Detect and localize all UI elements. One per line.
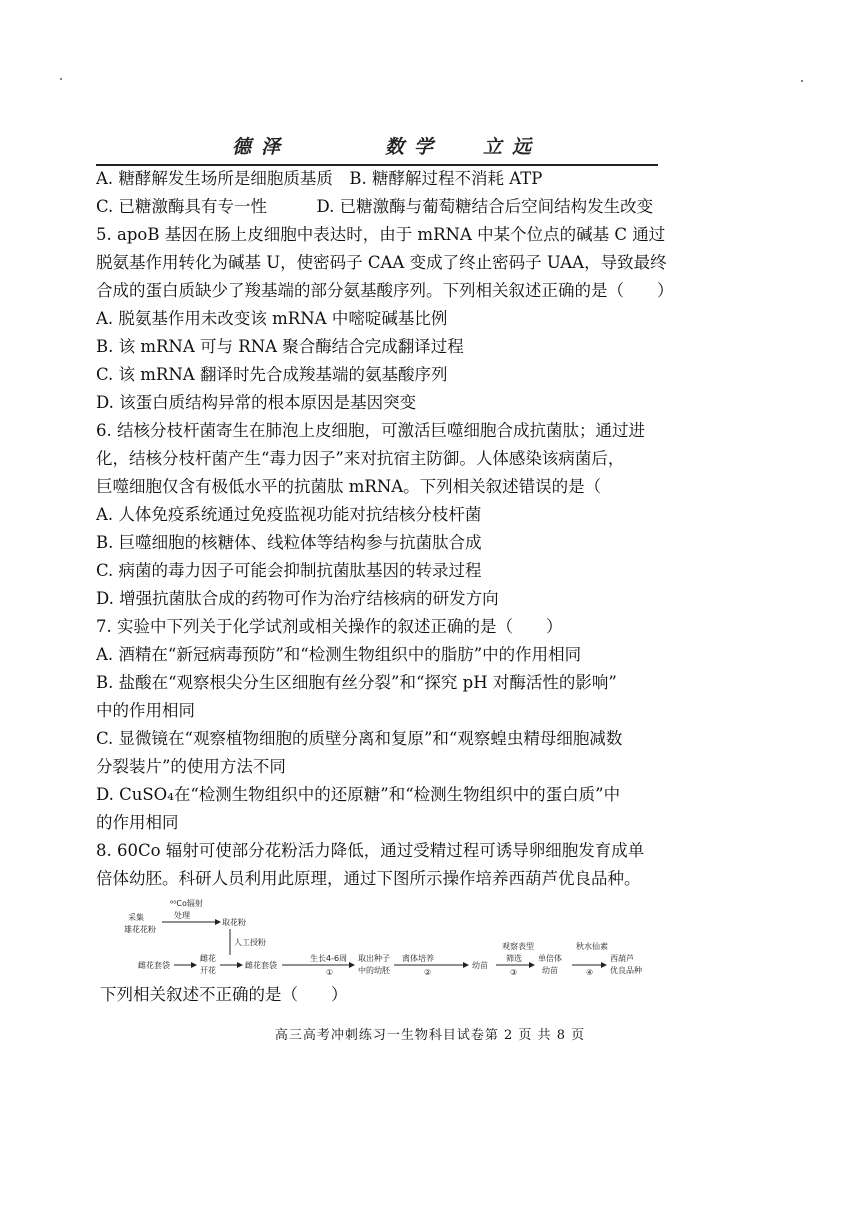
header-handwriting-right: 立远 xyxy=(483,136,542,158)
question-6-stem: 6. 结核分枝杆菌寄生在肺泡上皮细胞，可激活巨噬细胞合成抗菌肽；通过进 xyxy=(96,421,645,440)
header-handwriting-middle: 数学 xyxy=(385,136,444,158)
embryo-label: 中的幼胚 xyxy=(358,966,390,975)
screen-label: 筛选 xyxy=(506,954,522,963)
header-rule xyxy=(96,164,658,166)
question-7-option-d-cont: 的作用相同 xyxy=(96,813,179,832)
seedling-label: 幼苗 xyxy=(472,961,488,970)
question-7-option-b: B. 盐酸在“观察根尖分生区细胞有丝分裂”和“探究 pH 对酶活性的影响” xyxy=(96,673,617,692)
colchicine-label: 秋水仙素 xyxy=(576,942,608,951)
question-7-option-a: A. 酒精在“新冠病毒预防”和“检测生物组织中的脂肪”中的作用相同 xyxy=(96,645,582,664)
question-6-option-b: B. 巨噬细胞的核糖体、线粒体等结构参与抗菌肽合成 xyxy=(96,533,482,552)
step-1-marker: ① xyxy=(326,968,334,977)
question-7-stem: 7. 实验中下列关于化学试剂或相关操作的叙述正确的是（ ） xyxy=(96,617,563,636)
option-line: A. 糖酵解发生场所是细胞质基质 B. 糖酵解过程不消耗 ATP xyxy=(96,169,543,188)
scan-speck xyxy=(801,80,803,82)
question-5-stem: 5. apoB 基因在肠上皮细胞中表达时，由于 mRNA 中某个位点的碱基 C 通过 xyxy=(96,225,666,244)
take-pollen-label: 取花粉 xyxy=(222,918,246,927)
take-seed-label: 取出种子 xyxy=(358,954,390,963)
header-handwriting-left: 德泽 xyxy=(232,136,291,158)
question-7-option-c: C. 显微镜在“观察植物细胞的质壁分离和复原”和“观察蝗虫精母细胞减数 xyxy=(96,729,623,748)
bloom-label: 开花 xyxy=(200,966,216,975)
haploid-sub-label: 幼苗 xyxy=(542,966,558,975)
female-bag-label: 雌花套袋 xyxy=(138,961,170,970)
question-5-stem: 脱氨基作用转化为碱基 U，使密码子 CAA 变成了终止密码子 UAA，导致最终 xyxy=(96,253,667,272)
collect-label: 采集 xyxy=(128,913,144,922)
question-6-option-d: D. 增强抗菌肽合成的药物可作为治疗结核病的研发方向 xyxy=(96,589,499,608)
breeding-flow-diagram xyxy=(110,895,670,985)
haploid-label: 单倍体 xyxy=(538,954,562,963)
result-sub-label: 优良品种 xyxy=(610,966,642,975)
result-label: 西葫芦 xyxy=(610,954,634,963)
treat-label: 处理 xyxy=(174,911,190,920)
page-footer: 高三高考冲刺练习一生物科目试卷第 2 页 共 8 页 xyxy=(274,1028,586,1043)
question-5-option-b: B. 该 mRNA 可与 RNA 聚合酶结合完成翻译过程 xyxy=(96,337,464,356)
grow-label: 生长4-6周 xyxy=(310,954,348,963)
question-6-stem: 化，结核分枝杆菌产生“毒力因子”来对抗宿主防御。人体感染该病菌后， xyxy=(96,449,625,468)
question-7-option-b-cont: 中的作用相同 xyxy=(96,701,195,720)
question-6-stem: 巨噬细胞仅含有极低水平的抗菌肽 mRNA。下列相关叙述错误的是（ xyxy=(96,477,602,496)
step-3-marker: ③ xyxy=(510,968,518,977)
question-6-option-c: C. 病菌的毒力因子可能会抑制抗菌肽基因的转录过程 xyxy=(96,561,482,580)
female-bud-label: 雌花 xyxy=(200,954,216,963)
question-5-option-d: D. 该蛋白质结构异常的根本原因是基因突变 xyxy=(96,393,417,412)
question-8-stem: 倍体幼胚。科研人员利用此原理，通过下图所示操作培养西葫芦优良品种。 xyxy=(96,869,641,888)
step-2-marker: ② xyxy=(424,968,432,977)
co-radiation-label: ⁶⁰Co辐射 xyxy=(170,899,203,908)
male-flower-label: 雄花花粉 xyxy=(124,925,156,934)
step-4-marker: ④ xyxy=(586,968,594,977)
question-5-stem: 合成的蛋白质缺少了羧基端的部分氨基酸序列。下列相关叙述正确的是（ ） xyxy=(96,281,674,300)
question-8-stem: 8. 60Co 辐射可使部分花粉活力降低，通过受精过程可诱导卵细胞发育成单 xyxy=(96,841,645,860)
question-5-option-a: A. 脱氨基作用未改变该 mRNA 中嘧啶碱基比例 xyxy=(96,309,448,328)
culture-label: 离体培养 xyxy=(402,954,434,963)
question-5-option-c: C. 该 mRNA 翻译时先合成羧基端的氨基酸序列 xyxy=(96,365,448,384)
option-line: C. 已糖激酶具有专一性 D. 已糖激酶与葡萄糖结合后空间结构发生改变 xyxy=(96,197,654,216)
observe-label: 观察表型 xyxy=(502,942,534,951)
scan-speck xyxy=(60,78,62,80)
bag-after-label: 雌花套袋 xyxy=(245,961,277,970)
question-7-option-d: D. CuSO₄在“检测生物组织中的还原糖”和“检测生物组织中的蛋白质”中 xyxy=(96,785,621,804)
pollination-label: 人工授粉 xyxy=(234,938,266,947)
question-8-prompt: 下列相关叙述不正确的是（ ） xyxy=(100,985,348,1004)
question-7-option-c-cont: 分裂装片”的使用方法不同 xyxy=(96,757,286,776)
question-6-option-a: A. 人体免疫系统通过免疫监视功能对抗结核分枝杆菌 xyxy=(96,505,482,524)
